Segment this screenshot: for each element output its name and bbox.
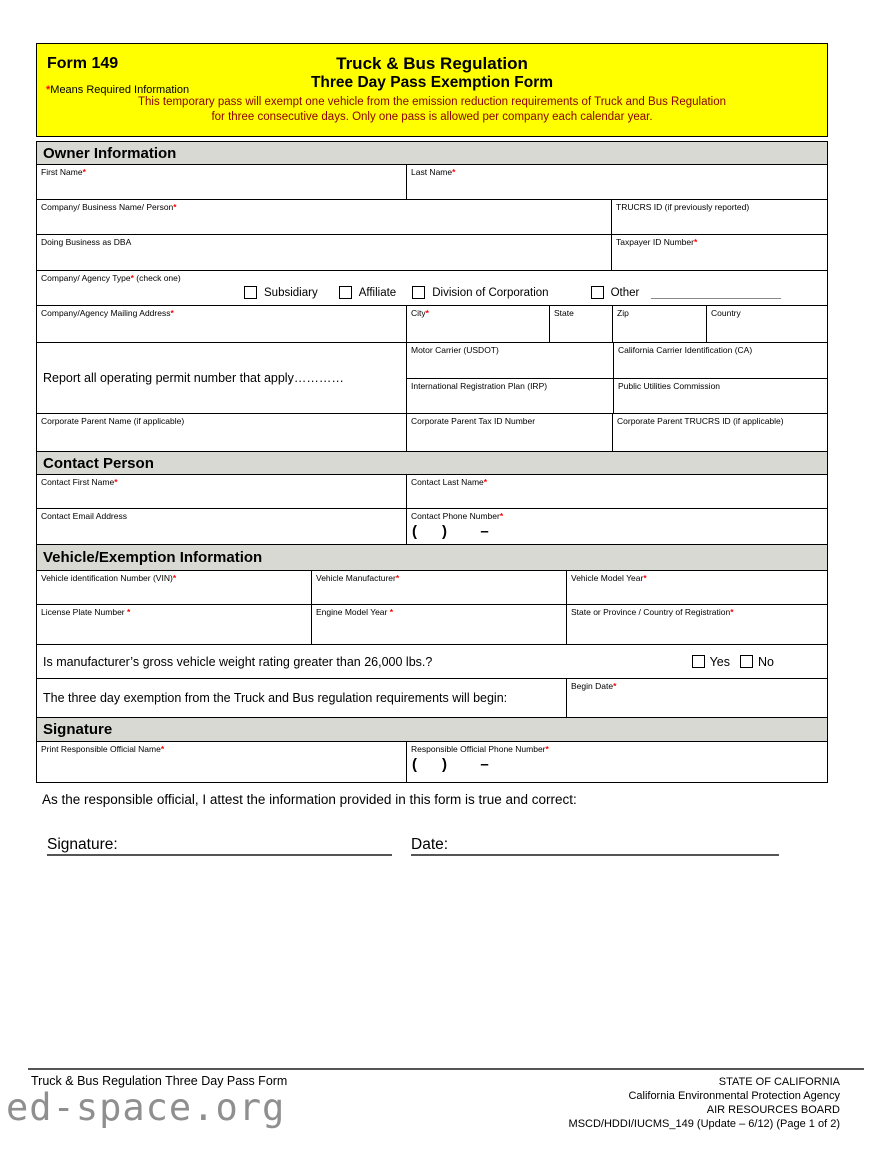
subsidiary-checkbox[interactable]: [244, 286, 257, 299]
public-utilities-commission-label: Public Utilities Commission: [618, 380, 721, 391]
contact-first-name-label: Contact First Name*: [41, 477, 118, 487]
responsible-official-name-field[interactable]: [37, 742, 406, 782]
footer-divider: [28, 1068, 864, 1070]
other-checkbox[interactable]: [591, 286, 604, 299]
motor-carrier-usdot-field[interactable]: [407, 343, 613, 378]
gvwr-question-text: Is manufacturer’s gross vehicle weight rating greater than 26,000 lbs.?: [43, 654, 433, 669]
official-phone-format: ( ) –: [412, 756, 489, 774]
contact-last-name-label: Contact Last Name*: [411, 477, 488, 487]
form-title: Truck & Bus Regulation: [336, 54, 528, 73]
first-name-label: First Name*: [41, 167, 86, 177]
responsible-official-phone-label: Responsible Official Phone Number*: [411, 744, 549, 754]
row-name: [36, 164, 828, 200]
contact-phone-field[interactable]: [406, 509, 827, 544]
section-signature: Signature: [36, 717, 828, 742]
footer-form-title: Truck & Bus Regulation Three Day Pass Form: [31, 1074, 288, 1088]
gvwr-yes-checkbox[interactable]: [692, 655, 705, 668]
company-business-name-label: Company/ Business Name/ Person*: [41, 202, 177, 212]
footer-doc-id: MSCD/HDDI/IUCMS_149 (Update – 6/12) (Page 1 of 2): [568, 1118, 840, 1131]
contact-email-label: Contact Email Address: [41, 511, 127, 521]
row-vehicle-1: [36, 570, 828, 605]
vin-label: Vehicle identification Number (VIN)*: [41, 573, 177, 583]
california-carrier-id-label: California Carrier Identification (CA): [618, 345, 753, 355]
notice-line-2: for three consecutive days. Only one pass is allowed per company each calendar year.: [211, 110, 653, 123]
zip-field[interactable]: [612, 306, 706, 342]
row-company: [36, 199, 828, 235]
division-of-corporation-label: Division of Corporation: [432, 286, 549, 299]
begin-date-label: Begin Date*: [571, 681, 617, 691]
vehicle-model-year-field[interactable]: [566, 571, 827, 604]
notice-line-1: This temporary pass will exempt one vehicle from the emission reduction requirements of Truck and Bus Regulation: [137, 96, 727, 108]
last-name-label: Last Name*: [411, 167, 456, 177]
begin-date-prompt: The three day exemption from the Truck and Bus regulation requirements will begin:: [43, 691, 508, 705]
corporate-parent-trucrs-label: Corporate Parent TRUCRS ID (if applicable): [617, 416, 784, 426]
date-line[interactable]: [411, 836, 779, 856]
vehicle-model-year-label: Vehicle Model Year*: [571, 573, 647, 583]
row-begin-date: [36, 678, 828, 718]
section-vehicle-exemption: Vehicle/Exemption Information: [36, 544, 828, 571]
signature-line[interactable]: [47, 836, 392, 856]
city-label: City*: [411, 308, 429, 318]
permits-prompt: Report all operating permit number that apply…………: [43, 371, 344, 385]
footer-epa: California Environmental Protection Agency: [628, 1090, 840, 1103]
gvwr-question-cell: [37, 645, 827, 678]
signature-label: Signature:: [47, 836, 118, 853]
affiliate-checkbox[interactable]: [339, 286, 352, 299]
contact-phone-format: ( ) –: [412, 523, 489, 541]
corporate-parent-tax-id-field[interactable]: [406, 414, 612, 451]
permits-subrow-2: [407, 378, 827, 414]
taxpayer-id-label: Taxpayer ID Number*: [616, 237, 698, 247]
contact-last-name-field[interactable]: [406, 475, 827, 508]
public-utilities-commission-field[interactable]: [613, 379, 827, 414]
contact-email-field[interactable]: [37, 509, 406, 544]
vehicle-manufacturer-field[interactable]: [311, 571, 566, 604]
gvwr-answers: [692, 655, 827, 669]
motor-carrier-usdot-label: Motor Carrier (USDOT): [411, 345, 499, 355]
agency-type-field: [37, 271, 827, 305]
first-name-field[interactable]: [37, 165, 406, 199]
row-contact-email-phone: [36, 508, 828, 545]
trucrs-id-label: TRUCRS ID (if previously reported): [616, 202, 750, 212]
row-agency-type: [36, 270, 828, 306]
corporate-parent-tax-id-label: Corporate Parent Tax ID Number: [411, 416, 536, 426]
row-gvwr-question: [36, 644, 828, 679]
last-name-field[interactable]: [406, 165, 827, 199]
footer-arb: AIR RESOURCES BOARD: [706, 1104, 840, 1117]
country-label: Country: [711, 308, 741, 318]
gvwr-no-checkbox[interactable]: [740, 655, 753, 668]
form-header: [36, 43, 828, 137]
mailing-address-label: Company/Agency Mailing Address*: [41, 308, 174, 318]
footer-agency-block: [569, 1075, 840, 1131]
license-plate-field[interactable]: [37, 605, 311, 644]
registration-field[interactable]: [566, 605, 827, 644]
spacer: [392, 836, 411, 856]
dba-label: Doing Business as DBA: [41, 237, 132, 247]
agency-type-options: [37, 286, 827, 299]
mailing-address-field[interactable]: [37, 306, 406, 342]
contact-phone-label: Contact Phone Number*: [411, 511, 504, 521]
irp-label: International Registration Plan (IRP): [411, 380, 548, 391]
row-official: [36, 741, 828, 783]
row-dba: [36, 234, 828, 271]
attestation-text: As the responsible official, I attest the information provided in this form is true and correct:: [42, 792, 577, 807]
engine-model-year-label: Engine Model Year *: [316, 607, 394, 617]
license-plate-label: License Plate Number *: [41, 607, 131, 617]
vin-field[interactable]: [37, 571, 311, 604]
responsible-official-name-label: Print Responsible Official Name*: [41, 744, 165, 754]
affiliate-label: Affiliate: [358, 286, 397, 299]
date-label: Date:: [411, 836, 449, 853]
form-149: [36, 43, 828, 856]
other-write-in-line[interactable]: [651, 287, 781, 299]
california-carrier-id-field[interactable]: [613, 343, 827, 378]
dba-field[interactable]: [37, 235, 611, 270]
zip-label: Zip: [617, 308, 629, 318]
signature-date-row: [36, 836, 828, 856]
footer-state: STATE OF CALIFORNIA: [718, 1076, 840, 1088]
company-business-name-field[interactable]: [37, 200, 611, 234]
required-note-text: Means Required Information: [50, 84, 190, 96]
corporate-parent-name-field[interactable]: [37, 414, 406, 451]
row-corporate-parent: [36, 413, 828, 452]
required-note: [46, 84, 189, 96]
city-field[interactable]: [406, 306, 549, 342]
corporate-parent-name-label: Corporate Parent Name (if applicable): [41, 416, 185, 426]
begin-date-field[interactable]: [566, 679, 827, 717]
division-of-corporation-checkbox[interactable]: [412, 286, 425, 299]
corporate-parent-trucrs-field[interactable]: [612, 414, 827, 451]
engine-model-year-field[interactable]: [311, 605, 566, 644]
taxpayer-id-field[interactable]: [611, 235, 827, 270]
watermark: ed-space.org: [6, 1086, 286, 1129]
permits-subrow-1: [407, 343, 827, 378]
row-permits: [36, 342, 828, 414]
section-contact-person: Contact Person: [36, 451, 828, 475]
contact-first-name-field[interactable]: [37, 475, 406, 508]
gvwr-no-label: No: [758, 654, 774, 669]
form-subtitle: Three Day Pass Exemption Form: [310, 74, 554, 91]
country-field[interactable]: [706, 306, 827, 342]
required-asterisk: *: [46, 84, 51, 96]
row-address: [36, 305, 828, 343]
state-field[interactable]: [549, 306, 612, 342]
irp-field[interactable]: [407, 379, 613, 414]
agency-type-label: Company/ Agency Type* (check one): [41, 273, 181, 283]
gvwr-yes-label: Yes: [709, 654, 731, 669]
subsidiary-label: Subsidiary: [264, 286, 318, 299]
form-number: Form 149: [47, 55, 119, 72]
row-contact-name: [36, 474, 828, 509]
state-label: State: [554, 308, 574, 318]
trucrs-id-field[interactable]: [611, 200, 827, 234]
permits-grid: [406, 343, 827, 413]
section-owner-information: Owner Information: [36, 141, 828, 165]
row-vehicle-2: [36, 604, 828, 645]
responsible-official-phone-field[interactable]: [406, 742, 827, 782]
other-label: Other: [610, 286, 640, 299]
form-notice: [37, 95, 827, 125]
registration-label: State or Province / Country of Registration*: [571, 607, 734, 617]
vehicle-manufacturer-label: Vehicle Manufacturer*: [316, 573, 400, 583]
